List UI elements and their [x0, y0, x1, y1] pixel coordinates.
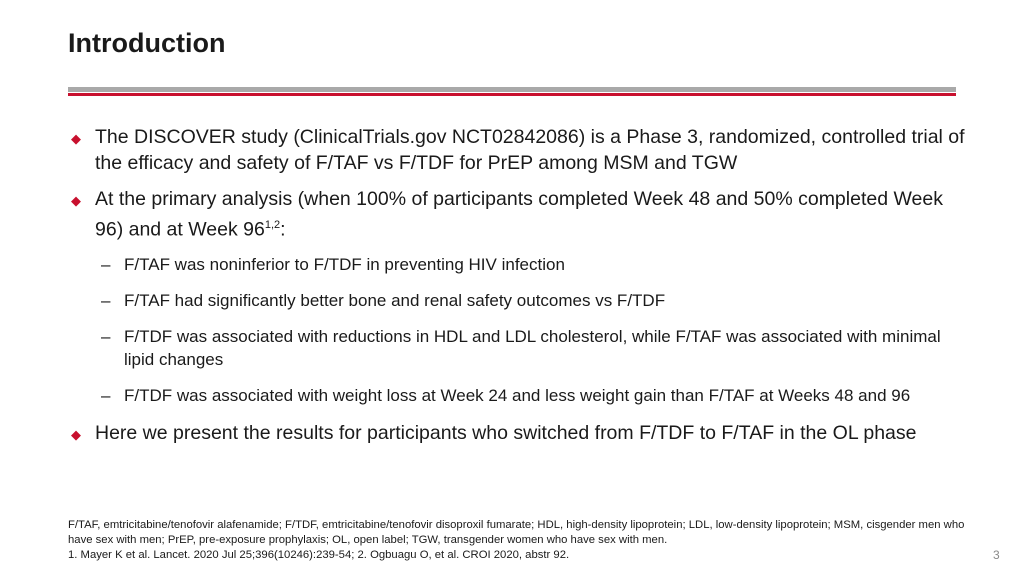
sub-bullet-item [68, 289, 968, 312]
references-footnote: 1. Mayer K et al. Lancet. 2020 Jul 25;396(10246):239-54; 2. Ogbuagu O, et al. CROI 2020, abstr 92. [68, 549, 570, 561]
bullet-text: Here we present the results for participants who switched from F/TDF to F/TAF in the OL phase [95, 421, 917, 444]
dash-icon: – [101, 254, 111, 274]
bullet-suffix: : [280, 218, 286, 241]
bullet-text: At the primary analysis (when 100% of participants completed Week 48 and 50% completed Week 96) and at Week 96 [95, 188, 943, 241]
bullet-item [68, 124, 968, 176]
abbreviations-footnote: F/TAF, emtricitabine/tenofovir alafenamide; F/TDF, emtricitabine/tenofovir disoproxil fumarate; HDL, high-density lipoprotein; LDL, low-density lipoprotein; MSM, cisgender men who have sex with men; PrEP, pre-exposure prophylaxis; OL, open label; TGW, transgender women who have sex with men. [68, 519, 965, 546]
diamond-icon: ◆ [71, 131, 81, 146]
sub-bullet-text: F/TDF was associated with reductions in HDL and LDL cholesterol, while F/TAF was associated with minimal lipid changes [124, 326, 941, 369]
sub-bullet-item [68, 325, 968, 371]
dash-icon: – [101, 385, 111, 405]
diamond-icon: ◆ [71, 426, 81, 442]
bullet-text: The DISCOVER study (ClinicalTrials.gov NCT02842086) is a Phase 3, randomized, controlled trial of the efficacy and safety of F/TAF vs F/TDF for PrEP among MSM and TGW [95, 126, 965, 174]
title-divider-gray [68, 87, 956, 92]
dash-icon: – [101, 290, 111, 310]
footnotes [68, 518, 968, 563]
sub-bullet-text: F/TAF was noninferior to F/TDF in preventing HIV infection [124, 254, 565, 274]
title-divider-red [68, 93, 956, 96]
sub-bullet-item [68, 253, 968, 276]
slide-content [68, 124, 968, 456]
page-title: Introduction [68, 28, 226, 58]
dash-icon: – [101, 326, 111, 346]
page-number: 3 [993, 548, 1000, 562]
sub-bullet-text: F/TAF had significantly better bone and renal safety outcomes vs F/TDF [124, 290, 666, 310]
sub-bullet-item [68, 384, 968, 407]
bullet-item [68, 420, 968, 446]
sub-bullet-text: F/TDF was associated with weight loss at Week 24 and less weight gain than F/TAF at Weeks 48 and 96 [124, 385, 911, 405]
bullet-item [68, 186, 968, 243]
citation-superscript: 1,2 [264, 219, 281, 231]
diamond-icon: ◆ [71, 193, 81, 208]
